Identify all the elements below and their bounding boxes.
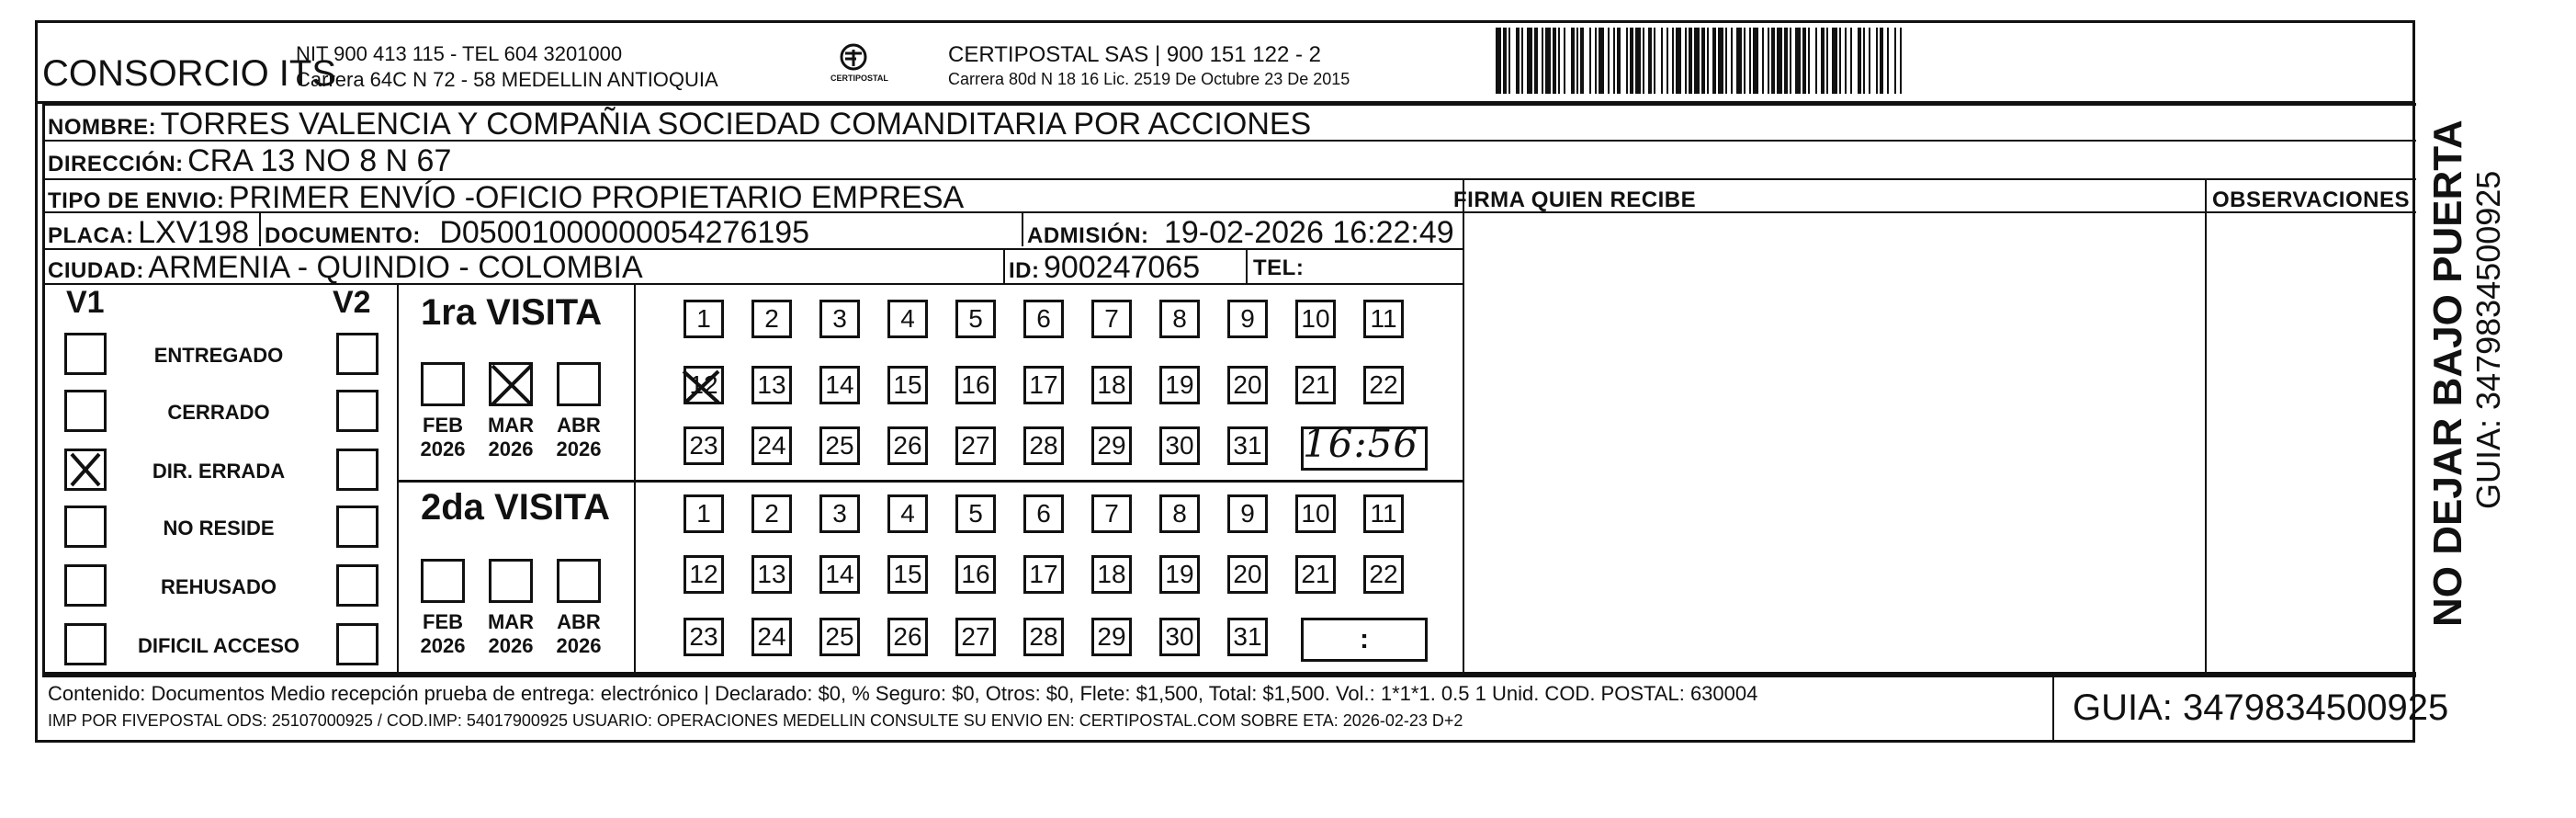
v1-label: V1 <box>66 285 105 320</box>
day-box-2-23[interactable]: 23 <box>684 618 724 656</box>
day-box-2-25[interactable]: 25 <box>819 618 860 656</box>
day-box-1-4[interactable]: 4 <box>887 300 928 338</box>
v2-checkbox-4[interactable] <box>336 506 378 548</box>
day-box-2-15[interactable]: 15 <box>887 555 928 594</box>
day-box-1-5[interactable]: 5 <box>955 300 996 338</box>
day-box-2-11[interactable]: 11 <box>1363 494 1404 533</box>
v2-checkbox-1[interactable] <box>336 333 378 375</box>
day-box-2-6[interactable]: 6 <box>1023 494 1064 533</box>
tipo-envio-value: PRIMER ENVÍO -OFICIO PROPIETARIO EMPRESA <box>228 180 965 215</box>
direccion-value: CRA 13 NO 8 N 67 <box>187 143 452 178</box>
month-label-2-abr: ABR 2026 <box>556 610 602 657</box>
status-label-4: NO RESIDE <box>163 517 275 540</box>
ciudad-value: ARMENIA - QUINDIO - COLOMBIA <box>148 250 643 285</box>
month-checkbox-1-feb[interactable] <box>421 362 465 406</box>
day-box-1-31[interactable]: 31 <box>1227 426 1268 465</box>
day-box-1-28[interactable]: 28 <box>1023 426 1064 465</box>
day-box-1-9[interactable]: 9 <box>1227 300 1268 338</box>
day-box-2-20[interactable]: 20 <box>1227 555 1268 594</box>
placa-field: PLACA: LXV198 <box>48 215 250 250</box>
month-checkbox-2-mar[interactable] <box>489 559 533 603</box>
day-box-2-27[interactable]: 27 <box>955 618 996 656</box>
v1-checkbox-2[interactable] <box>64 390 107 432</box>
contenido-line: Contenido: Documentos Medio recepción prueba de entrega: electrónico | Declarado: $0, % Seguro: $0, Otros: $0, Flete: $1,500, Total: $1,500. Vol.: 1*1*1. 0.5 1 Unid. COD. POSTAL: 630004 <box>48 682 1758 705</box>
status-label-2: CERRADO <box>167 401 270 424</box>
day-box-2-30[interactable]: 30 <box>1159 618 1200 656</box>
nombre-value: TORRES VALENCIA Y COMPAÑIA SOCIEDAD COMANDITARIA POR ACCIONES <box>160 107 1312 142</box>
observaciones-header: OBSERVACIONES <box>2212 187 2410 212</box>
guia-vertical: GUIA: 3479834500925 <box>2469 170 2507 509</box>
day-box-2-24[interactable]: 24 <box>751 618 792 656</box>
first-visit-title: 1ra VISITA <box>421 292 603 333</box>
v2-checkbox-6[interactable] <box>336 623 378 665</box>
handwritten-time: 16:56 <box>1303 421 1419 466</box>
day-box-1-13[interactable]: 13 <box>751 366 792 404</box>
tipo-envio-field: TIPO DE ENVIO: PRIMER ENVÍO -OFICIO PROPIETARIO EMPRESA <box>48 180 965 215</box>
day-box-2-5[interactable]: 5 <box>955 494 996 533</box>
day-box-2-18[interactable]: 18 <box>1091 555 1132 594</box>
barcode-bar <box>1902 28 1904 94</box>
month-label-1-feb: FEB 2026 <box>420 414 466 460</box>
nit-line: NIT 900 413 115 - TEL 604 3201000 <box>296 42 623 65</box>
firma-header: FIRMA QUIEN RECIBE <box>1453 187 1697 212</box>
day-box-2-9[interactable]: 9 <box>1227 494 1268 533</box>
day-box-1-21[interactable]: 21 <box>1295 366 1336 404</box>
v1-checkbox-4[interactable] <box>64 506 107 548</box>
day-box-1-7[interactable]: 7 <box>1091 300 1132 338</box>
month-checkbox-2-abr[interactable] <box>557 559 601 603</box>
day-box-2-16[interactable]: 16 <box>955 555 996 594</box>
status-label-3: DIR. ERRADA <box>152 460 286 483</box>
day-box-2-19[interactable]: 19 <box>1159 555 1200 594</box>
day-box-2-26[interactable]: 26 <box>887 618 928 656</box>
month-checkbox-1-abr[interactable] <box>557 362 601 406</box>
logo-caption: CERTIPOSTAL <box>830 74 888 83</box>
day-box-1-27[interactable]: 27 <box>955 426 996 465</box>
day-box-1-14[interactable]: 14 <box>819 366 860 404</box>
direccion-field: DIRECCIÓN: CRA 13 NO 8 N 67 <box>48 143 452 178</box>
id-field: ID: 900247065 <box>1009 250 1201 285</box>
day-box-1-18[interactable]: 18 <box>1091 366 1132 404</box>
day-box-1-12[interactable]: 12 <box>684 366 724 404</box>
time-box-second-visit[interactable]: : <box>1301 618 1428 662</box>
day-box-2-22[interactable]: 22 <box>1363 555 1404 594</box>
certipostal-line: CERTIPOSTAL SAS | 900 151 122 - 2 <box>948 42 1321 67</box>
no-dejar-bajo-puerta: NO DEJAR BAJO PUERTA <box>2425 119 2470 627</box>
v1-checkbox-1[interactable] <box>64 333 107 375</box>
month-checkbox-2-feb[interactable] <box>421 559 465 603</box>
day-box-1-25[interactable]: 25 <box>819 426 860 465</box>
day-box-1-17[interactable]: 17 <box>1023 366 1064 404</box>
documento-value: D05001000000054276195 <box>439 215 810 250</box>
v2-checkbox-2[interactable] <box>336 390 378 432</box>
dir-errada-mark-icon <box>64 449 107 491</box>
day-box-1-10[interactable]: 10 <box>1295 300 1336 338</box>
day-box-2-29[interactable]: 29 <box>1091 618 1132 656</box>
second-visit-title: 2da VISITA <box>421 487 610 528</box>
day-box-1-26[interactable]: 26 <box>887 426 928 465</box>
status-label-1: ENTREGADO <box>153 344 284 367</box>
day-box-2-2[interactable]: 2 <box>751 494 792 533</box>
month-label-1-mar: MAR 2026 <box>487 414 535 460</box>
v2-checkbox-3[interactable] <box>336 449 378 491</box>
placa-value: LXV198 <box>138 215 250 250</box>
day-box-2-12[interactable]: 12 <box>684 555 724 594</box>
day-box-2-21[interactable]: 21 <box>1295 555 1336 594</box>
day-box-1-20[interactable]: 20 <box>1227 366 1268 404</box>
month-label-2-feb: FEB 2026 <box>420 610 466 657</box>
day-box-2-31[interactable]: 31 <box>1227 618 1268 656</box>
day-box-2-28[interactable]: 28 <box>1023 618 1064 656</box>
month-label-2-mar: MAR 2026 <box>487 610 535 657</box>
day-box-1-3[interactable]: 3 <box>819 300 860 338</box>
barcode <box>1496 28 2179 94</box>
day-box-1-23[interactable]: 23 <box>684 426 724 465</box>
v2-checkbox-5[interactable] <box>336 564 378 607</box>
v1-checkbox-5[interactable] <box>64 564 107 607</box>
day-box-2-17[interactable]: 17 <box>1023 555 1064 594</box>
day-box-2-10[interactable]: 10 <box>1295 494 1336 533</box>
id-value: 900247065 <box>1043 250 1201 285</box>
status-label-6: DIFICIL ACCESO <box>137 634 299 657</box>
day-box-1-11[interactable]: 11 <box>1363 300 1404 338</box>
status-label-5: REHUSADO <box>161 575 277 598</box>
day-box-1-29[interactable]: 29 <box>1091 426 1132 465</box>
tel-label: TEL: <box>1253 256 1305 280</box>
day-box-1-1[interactable]: 1 <box>684 300 724 338</box>
day-box-1-15[interactable]: 15 <box>887 366 928 404</box>
v1-checkbox-6[interactable] <box>64 623 107 665</box>
day-box-2-7[interactable]: 7 <box>1091 494 1132 533</box>
v2-label: V2 <box>333 285 371 320</box>
month-label-1-abr: ABR 2026 <box>556 414 602 460</box>
admision-value: 19-02-2026 16:22:49 <box>1163 215 1454 250</box>
company-address: Carrera 64C N 72 - 58 MEDELLIN ANTIOQUIA <box>296 68 718 91</box>
documento-field: DOCUMENTO: D05001000000054276195 <box>265 215 810 250</box>
admision-field: ADMISIÓN: 19-02-2026 16:22:49 <box>1027 215 1454 250</box>
ciudad-field: CIUDAD: ARMENIA - QUINDIO - COLOMBIA <box>48 250 643 285</box>
day-box-1-19[interactable]: 19 <box>1159 366 1200 404</box>
guia-box: GUIA: 3479834500925 <box>2073 687 2449 728</box>
day-box-1-6[interactable]: 6 <box>1023 300 1064 338</box>
certipostal-logo-icon <box>821 40 886 92</box>
day-box-2-8[interactable]: 8 <box>1159 494 1200 533</box>
day-box-2-13[interactable]: 13 <box>751 555 792 594</box>
day-box-1-16[interactable]: 16 <box>955 366 996 404</box>
license-line: Carrera 80d N 18 16 Lic. 2519 De Octubre 23 De 2015 <box>948 70 1350 88</box>
imp-line: IMP POR FIVEPOSTAL ODS: 25107000925 / COD.IMP: 54017900925 USUARIO: OPERACIONES MEDELLIN CONSULTE SU ENVIO EN: CERTIPOSTAL.COM SOBRE ETA: 2026-02-23 D+2 <box>48 711 1463 730</box>
day-box-1-24[interactable]: 24 <box>751 426 792 465</box>
day-box-1-30[interactable]: 30 <box>1159 426 1200 465</box>
day-box-1-2[interactable]: 2 <box>751 300 792 338</box>
day-box-1-22[interactable]: 22 <box>1363 366 1404 404</box>
day-box-1-8[interactable]: 8 <box>1159 300 1200 338</box>
mar-mark-icon <box>489 362 535 408</box>
company-name: CONSORCIO ITS <box>42 53 337 94</box>
day-box-2-4[interactable]: 4 <box>887 494 928 533</box>
nombre-field: NOMBRE: TORRES VALENCIA Y COMPAÑIA SOCIEDAD COMANDITARIA POR ACCIONES <box>48 107 1312 142</box>
day-box-2-14[interactable]: 14 <box>819 555 860 594</box>
day-12-mark-icon <box>678 366 724 408</box>
day-box-2-3[interactable]: 3 <box>819 494 860 533</box>
day-box-2-1[interactable]: 1 <box>684 494 724 533</box>
